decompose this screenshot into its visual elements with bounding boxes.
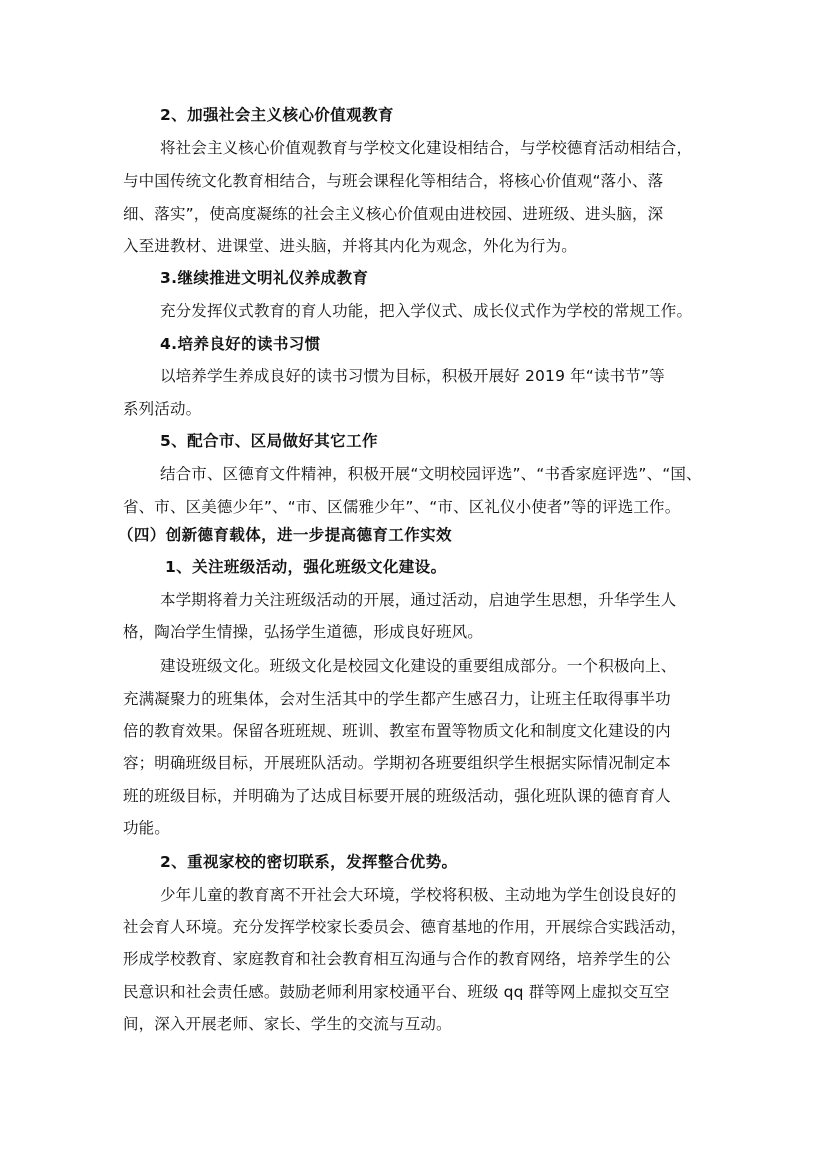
paragraph-line: 结合市、区德育文件精神，积极开展“文明校园评选”、“书香家庭评选”、“国、 [160, 465, 702, 483]
paragraph-line: 入至进教材、进课堂、进头脑，并将其内化为观念，外化为行为。 [123, 237, 577, 255]
paragraph-line: 间，深入开展老师、家长、学生的交流与互动。 [123, 1015, 452, 1033]
paragraph-line: 细、落实”，使高度凝练的社会主义核心价值观由进校园、进班级、进头脑，深 [123, 205, 664, 223]
paragraph-line: 倍的教育效果。保留各班班规、班训、教室布置等物质文化和制度文化建设的内 [123, 722, 671, 740]
heading-etiquette: 3.继续推进文明礼仪养成教育 [160, 269, 369, 287]
heading-reading: 4.培养良好的读书习惯 [160, 335, 321, 353]
section-four-heading: （四）创新德育载体，进一步提高德育工作实效 [118, 526, 452, 544]
paragraph-line: 与中国传统文化教育相结合，与班会课程化等相结合，将核心价值观“落小、落 [123, 172, 664, 190]
paragraph-line: 民意识和社会责任感。鼓励老师利用家校通平台、班级 qq 群等网上虚拟交互空 [123, 983, 670, 1001]
paragraph-line: 充满凝聚力的班集体，会对生活其中的学生都产生感召力，让班主任取得事半功 [123, 690, 671, 708]
heading-home-school: 2、重视家校的密切联系，发挥整合优势。 [160, 853, 458, 871]
paragraph-line: 班的班级目标，并明确为了达成目标要开展的班级活动，强化班队课的德育育人 [123, 787, 671, 805]
heading-moral-values: 2、加强社会主义核心价值观教育 [160, 106, 394, 124]
paragraph-line: 容；明确班级目标，开展班队活动。学期初各班要组织学生根据实际情况制定本 [123, 754, 671, 772]
paragraph-line: 少年儿童的教育离不开社会大环境，学校将积极、主动地为学生创设良好的 [160, 886, 677, 904]
heading-cooperate: 5、配合市、区局做好其它工作 [160, 432, 378, 450]
paragraph-line: 将社会主义核心价值观教育与学校文化建设相结合，与学校德育活动相结合， [160, 139, 693, 157]
paragraph-line: 充分发挥仪式教育的育人功能，把入学仪式、成长仪式作为学校的常规工作。 [160, 302, 693, 320]
paragraph-line: 建设班级文化。班级文化是校园文化建设的重要组成部分。一个积极向上、 [160, 657, 677, 675]
paragraph-line: 格，陶冶学生情操，弘扬学生道德，形成良好班风。 [123, 623, 483, 641]
heading-class-activities: 1、关注班级活动，强化班级文化建设。 [165, 558, 447, 576]
paragraph-line: 系列活动。 [123, 400, 202, 418]
paragraph-line: 省、市、区美德少年”、“市、区儒雅少年”、“市、区礼仪小使者”等的评选工作。 [123, 498, 681, 516]
paragraph-line: 社会育人环境。充分发挥学校家长委员会、德育基地的作用，开展综合实践活动， [123, 918, 687, 936]
paragraph-line: 形成学校教育、家庭教育和社会教育相互沟通与合作的教育网络，培养学生的公 [123, 950, 671, 968]
paragraph-line: 功能。 [123, 819, 170, 837]
paragraph-line: 本学期将着力关注班级活动的开展，通过活动，启迪学生思想，升华学生人 [160, 591, 677, 609]
paragraph-line: 以培养学生养成良好的读书习惯为目标，积极开展好 2019 年“读书节”等 [160, 367, 665, 385]
